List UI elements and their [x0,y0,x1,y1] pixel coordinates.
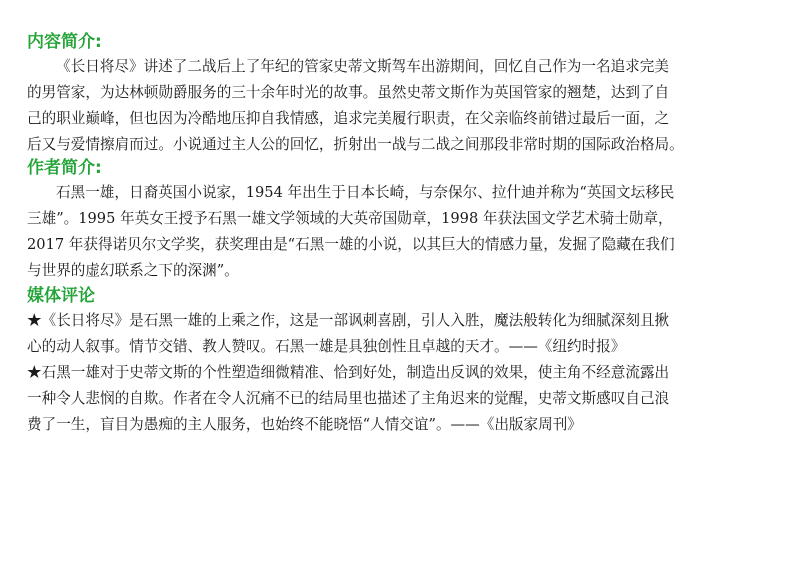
review-line: 费了一生，盲目为愚痴的主人服务，也始终不能晓悟“人情交谊”。——《出版家周刊》 [27,416,582,433]
intro-line: 后又与爱情擦肩而过。小说通过主人公的回忆，折射出一战与二战之间那段非常时期的国际政治格局。 [27,136,684,153]
author-line: 2017 年获得诺贝尔文学奖，获奖理由是“石黑一雄的小说，以其巨大的情感力量，发掘了隐藏在我们 [27,236,675,253]
review-line: 心的动人叙事。情节交错、教人赞叹。石黑一雄是具独创性且卓越的天才。——《纽约时报》 [27,338,626,355]
author-section [27,156,787,284]
intro-line: 《长日将尽》讲述了二战后上了年纪的管家史蒂文斯驾车出游期间，回忆自己作为一名追求完美 [56,58,669,75]
intro-heading: 内容简介: [27,32,102,52]
media-heading: 媒体评论 [27,286,95,306]
intro-line: 的男管家，为达林顿勋爵服务的三十余年时光的故事。虽然史蒂文斯作为英国管家的翘楚，达到了自 [27,84,670,101]
review-line: 一种令人悲悯的自欺。作者在令人沉痛不已的结局里也描述了主角迟来的觉醒，史蒂文斯感叹自己浪 [27,390,670,407]
review-item [27,360,787,438]
author-line: 三雄”。1995 年英女王授予石黑一雄文学领域的大英帝国勋章，1998 年获法国文学艺术骑士勋章， [27,210,673,227]
author-line: 与世界的虚幻联系之下的深渊”。 [27,262,239,279]
author-heading: 作者简介: [27,158,102,178]
review-line: ★《长日将尽》是石黑一雄的上乘之作，这是一部讽刺喜剧，引人入胜，魔法般转化为细腻深刻且揪 [27,312,670,329]
review-line: ★石黑一雄对于史蒂文斯的个性塑造细微精准、恰到好处，制造出反讽的效果，使主角不经意流露出 [27,364,670,381]
intro-section [27,30,787,158]
review-item [27,308,787,360]
media-section [27,284,787,438]
document-page [27,30,787,438]
intro-line: 己的职业巅峰，但也因为冷酷地压抑自我情感，追求完美履行职责，在父亲临终前错过最后一面，之 [27,110,670,127]
author-line: 石黑一雄，日裔英国小说家，1954 年出生于日本长崎，与奈保尔、拉什迪并称为“英国文坛移民 [56,184,675,201]
